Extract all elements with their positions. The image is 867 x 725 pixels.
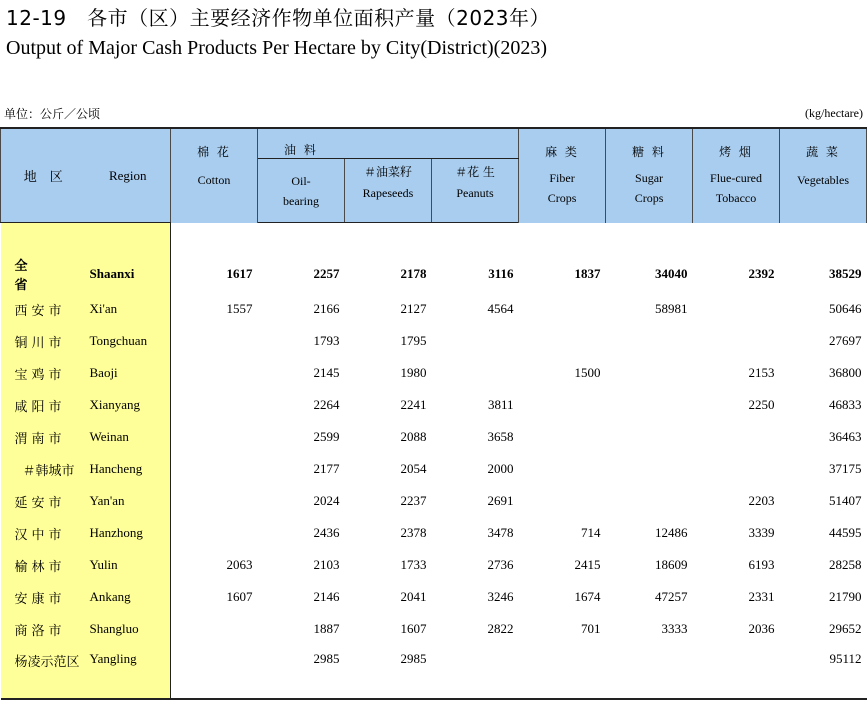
cell-sugar: 3333: [661, 621, 688, 636]
cell-rapeseeds: 2237: [400, 493, 427, 508]
cell-cotton: 1617: [226, 266, 253, 281]
cell-sugar: 47257: [655, 589, 688, 604]
cell-cotton: [171, 357, 258, 389]
cell-tobacco: [693, 293, 780, 325]
cell-fiber: 1837: [574, 266, 601, 281]
cell-oil: 2103: [313, 557, 340, 572]
region-name-en: Weinan: [86, 421, 171, 453]
cell-veg: 38529: [829, 266, 862, 281]
cell-cotton: [171, 453, 258, 485]
header-cotton-cn: 棉 花: [197, 145, 231, 159]
page-title-cn: 12-19 各市（区）主要经济作物单位面积产量（2023年）: [6, 6, 551, 30]
cell-rapeseeds: 2985: [345, 645, 432, 699]
cell-tobacco: 6193: [748, 557, 775, 572]
region-name-cn: 汉中市: [1, 517, 86, 549]
cell-sugar: 34040: [655, 266, 688, 281]
table-row: [1, 389, 867, 421]
cell-cotton: 1557: [226, 301, 253, 316]
cell-peanuts: [432, 325, 519, 357]
cell-tobacco: 2250: [748, 397, 775, 412]
header-veg-en: Vegetables: [797, 173, 850, 187]
header-sugar-en1: Sugar: [635, 171, 664, 185]
header-fiber-en2: Crops: [547, 191, 577, 205]
cell-cotton: [171, 325, 258, 357]
cell-peanuts: 3658: [487, 429, 514, 444]
cell-cotton: [171, 645, 258, 699]
cell-peanuts: [432, 357, 519, 389]
data-table: [0, 127, 867, 700]
header-peanuts-en: Peanuts: [456, 186, 494, 200]
cell-veg: 95112: [780, 645, 867, 699]
region-name-en: Hanzhong: [86, 517, 171, 549]
cell-cotton: [171, 613, 258, 645]
cell-tobacco: 3339: [748, 525, 775, 540]
cell-peanuts: 2736: [487, 557, 514, 572]
region-name-en: Ankang: [86, 581, 171, 613]
cell-tobacco: [693, 325, 780, 357]
region-name-cn: 榆林市: [1, 549, 86, 581]
table-row: [1, 613, 867, 645]
header-vegetables: [780, 128, 867, 223]
cell-fiber: 2415: [574, 557, 601, 572]
cell-tobacco: [693, 645, 780, 699]
region-name-cn: 铜川市: [1, 325, 86, 357]
region-name-en: Yangling: [86, 645, 171, 699]
cell-peanuts: [432, 645, 519, 699]
cell-rapeseeds: 1733: [400, 557, 427, 572]
cell-peanuts: 3811: [488, 397, 514, 412]
cell-rapeseeds: 2088: [400, 429, 427, 444]
region-name-en: Shangluo: [86, 613, 171, 645]
cell-tobacco: 2153: [748, 365, 775, 380]
cell-sugar: 12486: [655, 525, 688, 540]
cell-fiber: [519, 389, 606, 421]
header-cotton-en: Cotton: [197, 173, 231, 187]
cell-veg: 44595: [829, 525, 862, 540]
region-name-en: Hancheng: [86, 453, 171, 485]
region-name-en: Baoji: [86, 357, 171, 389]
cell-peanuts: 4564: [487, 301, 514, 316]
unit-label-cn: 单位：公斤／公顷: [4, 107, 101, 121]
cell-veg: 51407: [829, 493, 862, 508]
cell-cotton: 1607: [226, 589, 253, 604]
cell-cotton: 2063: [226, 557, 253, 572]
header-tobacco-cn: 烤 烟: [719, 145, 753, 159]
cell-sugar: [606, 453, 693, 485]
cell-oil: 2146: [313, 589, 340, 604]
cell-sugar: [606, 357, 693, 389]
cell-oil: 1887: [313, 621, 340, 636]
table-row: [1, 255, 867, 293]
cell-peanuts: 2691: [487, 493, 514, 508]
header-tobacco: [693, 128, 780, 223]
cell-peanuts: 3246: [487, 589, 514, 604]
header-peanuts: [432, 159, 519, 223]
region-name-cn: 渭南市: [1, 421, 86, 453]
table-row: [1, 549, 867, 581]
cell-oil: 2177: [313, 461, 340, 476]
region-name-cn: 商洛市: [1, 613, 86, 645]
cell-fiber: [519, 485, 606, 517]
cell-sugar: [606, 389, 693, 421]
cell-oil: 2599: [313, 429, 340, 444]
header-oil-en1: Oil-: [291, 174, 311, 188]
cell-sugar: 18609: [655, 557, 688, 572]
cell-cotton: [171, 517, 258, 549]
cell-tobacco: [693, 421, 780, 453]
cell-fiber: 1674: [574, 589, 601, 604]
cell-peanuts: 2000: [487, 461, 514, 476]
region-name-cn: 宝鸡市: [1, 357, 86, 389]
region-name-cn: ＃韩城市: [1, 453, 86, 485]
cell-rapeseeds: 2054: [400, 461, 427, 476]
cell-oil: 2985: [258, 645, 345, 699]
table-row: [1, 453, 867, 485]
header-rapeseeds-cn: ＃油菜籽: [363, 165, 412, 179]
cell-sugar: [606, 325, 693, 357]
cell-veg: 21790: [829, 589, 862, 604]
header-fiber-en1: Fiber: [549, 171, 575, 185]
cell-fiber: 714: [581, 525, 601, 540]
table-row: [1, 357, 867, 389]
cell-veg: 46833: [829, 397, 862, 412]
cell-veg: 50646: [829, 301, 862, 316]
cell-fiber: [519, 421, 606, 453]
cell-fiber: [519, 453, 606, 485]
table-body: [1, 223, 867, 700]
cell-oil: 2145: [313, 365, 340, 380]
header-region-cn: 地 区: [1, 128, 86, 223]
region-name-en: Tongchuan: [86, 325, 171, 357]
header-oil: [258, 128, 519, 159]
table-row: [1, 581, 867, 613]
header-tobacco-en2: Tobacco: [715, 191, 757, 205]
unit-label-en: (kg/hectare): [805, 106, 863, 120]
cell-oil: 2024: [313, 493, 340, 508]
table-row: [1, 517, 867, 549]
page-title-en: Output of Major Cash Products Per Hectare by City(District)(2023): [6, 37, 548, 59]
table-row: [1, 293, 867, 325]
header-region-en: Region: [86, 128, 171, 223]
cell-fiber: [519, 325, 606, 357]
header-sugar-en2: Crops: [634, 191, 664, 205]
cell-oil: 2257: [313, 266, 340, 281]
cell-oil: 1793: [313, 333, 340, 348]
cell-oil: 2436: [313, 525, 340, 540]
region-name-cn: 咸阳市: [1, 389, 86, 421]
region-name-en: Xi'an: [86, 293, 171, 325]
cell-oil: 2166: [313, 301, 340, 316]
cell-rapeseeds: 2127: [400, 301, 427, 316]
header-oil-en: [258, 159, 345, 223]
region-name-en: Yulin: [86, 549, 171, 581]
cell-veg: 36800: [829, 365, 862, 380]
header-fiber: [519, 128, 606, 223]
cell-peanuts: 3478: [487, 525, 514, 540]
header-sugar-cn: 糖 料: [632, 145, 666, 159]
cell-tobacco: 2392: [748, 266, 775, 281]
cell-sugar: [606, 645, 693, 699]
table-row: [1, 325, 867, 357]
header-sugar: [606, 128, 693, 223]
region-name-en: Shaanxi: [86, 255, 171, 293]
header-tobacco-en1: Flue-cured: [710, 171, 763, 185]
cell-tobacco: [693, 453, 780, 485]
cell-cotton: [171, 485, 258, 517]
cell-veg: 36463: [829, 429, 862, 444]
cell-cotton: [171, 389, 258, 421]
region-name-cn: 安康市: [1, 581, 86, 613]
cell-rapeseeds: 2041: [400, 589, 427, 604]
cell-peanuts: 2822: [487, 621, 514, 636]
cell-rapeseeds: 2241: [400, 397, 427, 412]
header-peanuts-cn: ＃花 生: [455, 165, 495, 179]
region-name-en: Xianyang: [86, 389, 171, 421]
cell-peanuts: 3116: [488, 266, 514, 281]
cell-rapeseeds: 1980: [400, 365, 427, 380]
region-name-cn: 全省: [1, 255, 86, 293]
table-row: [1, 421, 867, 453]
region-name-en: Yan'an: [86, 485, 171, 517]
cell-veg: 28258: [829, 557, 862, 572]
region-name-cn: 延安市: [1, 485, 86, 517]
cell-tobacco: 2036: [748, 621, 775, 636]
cell-rapeseeds: 2378: [400, 525, 427, 540]
cell-fiber: [519, 293, 606, 325]
cell-rapeseeds: 1607: [400, 621, 427, 636]
cell-rapeseeds: 1795: [400, 333, 427, 348]
header-oil-cn: 油 料: [284, 143, 318, 157]
header-cotton: [171, 128, 258, 223]
header-oil-en2: bearing: [283, 194, 319, 208]
table-row: [1, 485, 867, 517]
cell-oil: 2264: [313, 397, 340, 412]
header-rapeseeds-en: Rapeseeds: [362, 186, 414, 200]
region-name-cn: 西安市: [1, 293, 86, 325]
region-name-cn: 杨凌示范区: [1, 645, 86, 699]
cell-tobacco: 2203: [748, 493, 775, 508]
header-veg-cn: 蔬 菜: [806, 145, 840, 159]
cell-sugar: [606, 421, 693, 453]
cell-cotton: [171, 421, 258, 453]
cell-veg: 29652: [829, 621, 862, 636]
cell-tobacco: 2331: [748, 589, 775, 604]
header-rapeseeds: [345, 159, 432, 223]
cell-rapeseeds: 2178: [400, 266, 427, 281]
cell-fiber: 701: [581, 621, 601, 636]
cell-veg: 27697: [829, 333, 862, 348]
header-fiber-cn: 麻 类: [545, 145, 579, 159]
table-row: [1, 645, 867, 699]
cell-sugar: 58981: [655, 301, 688, 316]
cell-veg: 37175: [829, 461, 862, 476]
cell-sugar: [606, 485, 693, 517]
cell-fiber: [519, 645, 606, 699]
cell-fiber: 1500: [574, 365, 601, 380]
